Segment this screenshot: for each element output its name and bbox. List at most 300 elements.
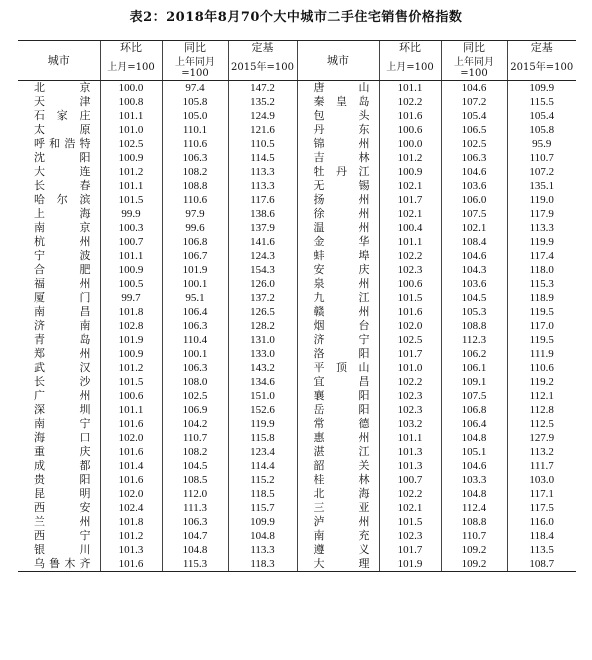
city-name-cell: 银 川 — [34, 543, 92, 556]
mom-header-right: 环比 — [379, 41, 441, 56]
city-header-right: 城市 — [297, 41, 379, 81]
mom-value-cell: 100.0 — [100, 81, 162, 96]
mom-value-cell: 101.1 — [379, 235, 441, 249]
yoy-value-cell: 109.2 — [441, 543, 507, 557]
table-row — [18, 95, 576, 109]
mom-value-cell: 101.0 — [100, 123, 162, 137]
city-name-cell: 兰 州 — [34, 515, 92, 528]
base-value-cell: 126.0 — [228, 277, 297, 291]
yoy-value-cell: 108.8 — [441, 515, 507, 529]
city-name-cell: 郑 州 — [34, 347, 92, 360]
base-value-cell: 117.0 — [507, 319, 576, 333]
yoy-value-cell: 99.6 — [162, 221, 228, 235]
base-value-cell: 127.9 — [507, 431, 576, 445]
mom-value-cell: 101.1 — [379, 431, 441, 445]
base-value-cell: 124.3 — [228, 249, 297, 263]
city-name-cell: 西 安 — [34, 501, 92, 514]
table-row — [18, 165, 576, 179]
base-value-cell: 115.5 — [507, 95, 576, 109]
mom-value-cell: 101.3 — [379, 459, 441, 473]
mom-value-cell: 102.8 — [100, 319, 162, 333]
table-row — [18, 515, 576, 529]
city-name-cell: 湛 江 — [297, 445, 379, 459]
city-name-cell: 南 宁 — [34, 417, 92, 430]
mom-value-cell: 102.5 — [379, 333, 441, 347]
yoy-value-cell: 104.8 — [162, 543, 228, 557]
base-value-cell: 95.9 — [507, 137, 576, 151]
city-name-cell: 韶 关 — [297, 459, 379, 473]
city-name-cell: 泸 州 — [297, 515, 379, 529]
city-name-cell: 沈 阳 — [34, 151, 92, 164]
yoy-value-cell: 103.6 — [441, 179, 507, 193]
city-name-cell: 金 华 — [297, 235, 379, 249]
city-name-cell: 上 海 — [34, 207, 92, 220]
city-name-cell: 宜 昌 — [297, 375, 379, 389]
base-value-cell: 113.3 — [228, 543, 297, 557]
base-value-cell: 151.0 — [228, 389, 297, 403]
yoy-value-cell: 106.4 — [441, 417, 507, 431]
yoy-value-cell: 110.7 — [162, 431, 228, 445]
yoy-value-cell: 108.2 — [162, 445, 228, 459]
city-name-cell: 济 宁 — [297, 333, 379, 347]
city-name-cell: 呼和浩特 — [34, 137, 92, 150]
yoy-value-cell: 106.8 — [162, 235, 228, 249]
base-value-cell: 113.3 — [228, 179, 297, 193]
yoy-value-cell: 97.9 — [162, 207, 228, 221]
mom-value-cell: 101.1 — [100, 109, 162, 123]
base-value-cell: 107.2 — [507, 165, 576, 179]
price-index-table — [18, 40, 576, 572]
table-row — [18, 501, 576, 515]
base-value-cell: 104.8 — [228, 529, 297, 543]
base-header-left: 定基 — [228, 41, 297, 56]
city-name-cell: 温 州 — [297, 221, 379, 235]
yoy-value-cell: 106.3 — [162, 151, 228, 165]
yoy-value-cell: 100.1 — [162, 347, 228, 361]
table-row — [18, 319, 576, 333]
base-value-cell: 121.6 — [228, 123, 297, 137]
mom-value-cell: 101.4 — [100, 459, 162, 473]
yoy-value-cell: 104.3 — [441, 263, 507, 277]
city-name-cell: 武 汉 — [34, 361, 92, 374]
base-value-cell: 113.3 — [507, 221, 576, 235]
city-name-cell: 丹 东 — [297, 123, 379, 137]
city-name-cell: 徐 州 — [297, 207, 379, 221]
mom-value-cell: 101.7 — [379, 543, 441, 557]
base-value-cell: 117.1 — [507, 487, 576, 501]
city-name-cell: 秦皇岛 — [297, 95, 379, 109]
yoy-subheader-right: 上年同月=100 — [441, 55, 507, 81]
mom-value-cell: 102.2 — [379, 487, 441, 501]
city-name-cell: 包 头 — [297, 109, 379, 123]
mom-header-left: 环比 — [100, 41, 162, 56]
base-value-cell: 112.5 — [507, 417, 576, 431]
base-value-cell: 114.4 — [228, 459, 297, 473]
city-name-cell: 平顶山 — [297, 361, 379, 375]
base-value-cell: 112.1 — [507, 389, 576, 403]
mom-value-cell: 101.8 — [100, 305, 162, 319]
yoy-value-cell: 102.1 — [441, 221, 507, 235]
base-value-cell: 111.9 — [507, 347, 576, 361]
base-value-cell: 113.3 — [228, 165, 297, 179]
table-row — [18, 445, 576, 459]
yoy-value-cell: 106.1 — [441, 361, 507, 375]
base-value-cell: 137.9 — [228, 221, 297, 235]
base-value-cell: 118.9 — [507, 291, 576, 305]
mom-value-cell: 102.3 — [379, 529, 441, 543]
mom-value-cell: 101.1 — [100, 179, 162, 193]
city-name-cell: 海 口 — [34, 431, 92, 444]
yoy-value-cell: 111.3 — [162, 501, 228, 515]
table-row — [18, 151, 576, 165]
base-value-cell: 116.0 — [507, 515, 576, 529]
mom-value-cell: 101.9 — [100, 333, 162, 347]
base-value-cell: 119.5 — [507, 305, 576, 319]
mom-value-cell: 102.4 — [100, 501, 162, 515]
mom-value-cell: 100.8 — [100, 95, 162, 109]
table-row — [18, 473, 576, 487]
yoy-value-cell: 106.3 — [162, 361, 228, 375]
yoy-value-cell: 106.8 — [441, 403, 507, 417]
city-name-cell: 厦 门 — [34, 291, 92, 304]
city-name-cell: 三 亚 — [297, 501, 379, 515]
yoy-value-cell: 104.6 — [441, 165, 507, 179]
city-name-cell: 遵 义 — [297, 543, 379, 557]
city-name-cell: 北 海 — [297, 487, 379, 501]
base-value-cell: 110.7 — [507, 151, 576, 165]
yoy-value-cell: 103.6 — [441, 277, 507, 291]
mom-value-cell: 101.6 — [379, 109, 441, 123]
table-row — [18, 431, 576, 445]
city-name-cell: 长 沙 — [34, 375, 92, 388]
table-row — [18, 403, 576, 417]
mom-value-cell: 101.6 — [100, 473, 162, 487]
city-name-cell: 吉 林 — [297, 151, 379, 165]
city-name-cell: 石家庄 — [34, 109, 92, 122]
table-header — [18, 41, 576, 81]
base-value-cell: 103.0 — [507, 473, 576, 487]
base-value-cell: 105.8 — [507, 123, 576, 137]
base-value-cell: 109.9 — [228, 515, 297, 529]
mom-value-cell: 101.7 — [379, 193, 441, 207]
yoy-value-cell: 97.4 — [162, 81, 228, 96]
mom-subheader-right: 上月=100 — [379, 55, 441, 81]
table-row — [18, 557, 576, 572]
mom-value-cell: 102.3 — [379, 403, 441, 417]
mom-value-cell: 102.1 — [379, 207, 441, 221]
base-value-cell: 141.6 — [228, 235, 297, 249]
city-name-cell: 贵 阳 — [34, 473, 92, 486]
city-name-cell: 九 江 — [297, 291, 379, 305]
base-value-cell: 115.3 — [507, 277, 576, 291]
base-value-cell: 147.2 — [228, 81, 297, 96]
yoy-value-cell: 109.1 — [441, 375, 507, 389]
table-row — [18, 529, 576, 543]
yoy-value-cell: 108.8 — [162, 179, 228, 193]
mom-value-cell: 100.9 — [379, 165, 441, 179]
city-name-cell: 北 京 — [34, 81, 92, 94]
mom-value-cell: 102.2 — [379, 95, 441, 109]
city-name-cell: 大 理 — [297, 557, 379, 572]
city-name-cell: 蚌 埠 — [297, 249, 379, 263]
base-value-cell: 124.9 — [228, 109, 297, 123]
yoy-header-right: 同比 — [441, 41, 507, 56]
yoy-value-cell: 107.5 — [441, 389, 507, 403]
base-value-cell: 133.0 — [228, 347, 297, 361]
yoy-value-cell: 105.8 — [162, 95, 228, 109]
mom-value-cell: 101.9 — [379, 557, 441, 572]
base-value-cell: 118.0 — [507, 263, 576, 277]
city-name-cell: 安 庆 — [297, 263, 379, 277]
city-name-cell: 重 庆 — [34, 445, 92, 458]
table-row — [18, 193, 576, 207]
mom-value-cell: 101.5 — [100, 193, 162, 207]
mom-value-cell: 100.6 — [100, 389, 162, 403]
base-value-cell: 108.7 — [507, 557, 576, 572]
city-name-cell: 乌鲁木齐 — [18, 557, 100, 572]
city-name-cell: 南 昌 — [34, 305, 92, 318]
mom-value-cell: 100.5 — [100, 277, 162, 291]
base-value-cell: 113.2 — [507, 445, 576, 459]
city-name-cell: 哈尔滨 — [34, 193, 92, 206]
table-row — [18, 81, 576, 96]
yoy-value-cell: 104.7 — [162, 529, 228, 543]
table-row — [18, 361, 576, 375]
yoy-value-cell: 105.4 — [441, 109, 507, 123]
mom-value-cell: 101.6 — [379, 305, 441, 319]
mom-value-cell: 101.6 — [100, 557, 162, 572]
yoy-value-cell: 106.7 — [162, 249, 228, 263]
city-name-cell: 扬 州 — [297, 193, 379, 207]
mom-value-cell: 101.1 — [100, 249, 162, 263]
table-title: 表2：2018年8月70个大中城市二手住宅销售价格指数 — [129, 10, 463, 25]
city-name-cell: 大 连 — [34, 165, 92, 178]
base-value-cell: 117.4 — [507, 249, 576, 263]
base-value-cell: 135.2 — [228, 95, 297, 109]
base-header-right: 定基 — [507, 41, 576, 56]
base-value-cell: 119.9 — [228, 417, 297, 431]
city-name-cell: 赣 州 — [297, 305, 379, 319]
base-value-cell: 115.2 — [228, 473, 297, 487]
yoy-value-cell: 108.5 — [162, 473, 228, 487]
yoy-value-cell: 104.2 — [162, 417, 228, 431]
yoy-value-cell: 107.5 — [441, 207, 507, 221]
table-row — [18, 375, 576, 389]
mom-value-cell: 100.9 — [100, 151, 162, 165]
base-value-cell: 123.4 — [228, 445, 297, 459]
base-value-cell: 117.9 — [507, 207, 576, 221]
mom-value-cell: 102.2 — [379, 249, 441, 263]
city-name-cell: 成 都 — [34, 459, 92, 472]
yoy-value-cell: 102.5 — [441, 137, 507, 151]
mom-value-cell: 101.5 — [379, 515, 441, 529]
table-row — [18, 459, 576, 473]
base-value-cell: 115.7 — [228, 501, 297, 515]
city-name-cell: 宁 波 — [34, 249, 92, 262]
mom-value-cell: 100.6 — [379, 123, 441, 137]
base-value-cell: 143.2 — [228, 361, 297, 375]
mom-value-cell: 101.2 — [100, 529, 162, 543]
yoy-value-cell: 108.0 — [162, 375, 228, 389]
mom-value-cell: 100.3 — [100, 221, 162, 235]
yoy-value-cell: 108.8 — [441, 319, 507, 333]
table-body — [18, 81, 576, 572]
city-name-cell: 襄 阳 — [297, 389, 379, 403]
base-value-cell: 117.5 — [507, 501, 576, 515]
yoy-value-cell: 104.6 — [441, 459, 507, 473]
table-row — [18, 109, 576, 123]
base-value-cell: 119.0 — [507, 193, 576, 207]
yoy-value-cell: 110.4 — [162, 333, 228, 347]
base-value-cell: 128.2 — [228, 319, 297, 333]
yoy-value-cell: 100.1 — [162, 277, 228, 291]
base-value-cell: 105.4 — [507, 109, 576, 123]
mom-value-cell: 99.7 — [100, 291, 162, 305]
mom-value-cell: 101.7 — [379, 347, 441, 361]
city-name-cell: 牡丹江 — [297, 165, 379, 179]
base-value-cell: 110.6 — [507, 361, 576, 375]
base-value-cell: 154.3 — [228, 263, 297, 277]
city-name-cell: 合 肥 — [34, 263, 92, 276]
city-name-cell: 昆 明 — [34, 487, 92, 500]
city-name-cell: 无 锡 — [297, 179, 379, 193]
table-row — [18, 277, 576, 291]
yoy-value-cell: 112.0 — [162, 487, 228, 501]
mom-value-cell: 101.5 — [379, 291, 441, 305]
city-name-cell: 锦 州 — [297, 137, 379, 151]
mom-value-cell: 103.2 — [379, 417, 441, 431]
city-name-cell: 杭 州 — [34, 235, 92, 248]
mom-value-cell: 102.5 — [100, 137, 162, 151]
city-name-cell: 天 津 — [34, 95, 92, 108]
mom-value-cell: 100.7 — [379, 473, 441, 487]
mom-value-cell: 101.2 — [100, 361, 162, 375]
yoy-header-left: 同比 — [162, 41, 228, 56]
mom-value-cell: 102.3 — [379, 263, 441, 277]
base-value-cell: 138.6 — [228, 207, 297, 221]
city-name-cell: 南 充 — [297, 529, 379, 543]
city-name-cell: 常 德 — [297, 417, 379, 431]
yoy-value-cell: 110.6 — [162, 193, 228, 207]
city-name-cell: 南 京 — [34, 221, 92, 234]
base-value-cell: 117.6 — [228, 193, 297, 207]
mom-value-cell: 102.0 — [100, 431, 162, 445]
base-value-cell: 112.8 — [507, 403, 576, 417]
yoy-value-cell: 106.9 — [162, 403, 228, 417]
base-value-cell: 110.5 — [228, 137, 297, 151]
mom-value-cell: 100.7 — [100, 235, 162, 249]
city-name-cell: 济 南 — [34, 319, 92, 332]
yoy-value-cell: 104.8 — [441, 487, 507, 501]
mom-value-cell: 100.9 — [100, 347, 162, 361]
yoy-value-cell: 112.4 — [441, 501, 507, 515]
mom-value-cell: 101.8 — [100, 515, 162, 529]
base-value-cell: 118.3 — [228, 557, 297, 572]
city-name-cell: 广 州 — [34, 389, 92, 402]
mom-value-cell: 102.0 — [100, 487, 162, 501]
yoy-value-cell: 106.3 — [162, 515, 228, 529]
yoy-value-cell: 106.3 — [162, 319, 228, 333]
mom-value-cell: 101.3 — [100, 543, 162, 557]
base-value-cell: 135.1 — [507, 179, 576, 193]
yoy-value-cell: 104.5 — [162, 459, 228, 473]
table-row — [18, 207, 576, 221]
table-row — [18, 235, 576, 249]
mom-value-cell: 101.2 — [100, 165, 162, 179]
table-row — [18, 137, 576, 151]
yoy-value-cell: 112.3 — [441, 333, 507, 347]
base-value-cell: 119.9 — [507, 235, 576, 249]
base-value-cell: 126.5 — [228, 305, 297, 319]
table-row — [18, 389, 576, 403]
mom-value-cell: 102.1 — [379, 501, 441, 515]
city-name-cell: 青 岛 — [34, 333, 92, 346]
yoy-value-cell: 105.3 — [441, 305, 507, 319]
city-name-cell: 烟 台 — [297, 319, 379, 333]
base-subheader-left: 2015年=100 — [228, 55, 297, 81]
mom-value-cell: 102.0 — [379, 319, 441, 333]
yoy-value-cell: 108.4 — [441, 235, 507, 249]
base-value-cell: 111.7 — [507, 459, 576, 473]
yoy-value-cell: 101.9 — [162, 263, 228, 277]
yoy-value-cell: 105.1 — [441, 445, 507, 459]
base-value-cell: 119.5 — [507, 333, 576, 347]
base-value-cell: 118.5 — [228, 487, 297, 501]
yoy-value-cell: 104.5 — [441, 291, 507, 305]
yoy-value-cell: 110.6 — [162, 137, 228, 151]
table-row — [18, 543, 576, 557]
yoy-value-cell: 107.2 — [441, 95, 507, 109]
mom-value-cell: 101.6 — [100, 445, 162, 459]
base-value-cell: 114.5 — [228, 151, 297, 165]
city-name-cell: 唐 山 — [297, 81, 379, 96]
city-name-cell: 长 春 — [34, 179, 92, 192]
city-header-left: 城市 — [18, 41, 100, 81]
base-subheader-right: 2015年=100 — [507, 55, 576, 81]
mom-value-cell: 99.9 — [100, 207, 162, 221]
mom-subheader-left: 上月=100 — [100, 55, 162, 81]
city-name-cell: 岳 阳 — [297, 403, 379, 417]
base-value-cell: 137.2 — [228, 291, 297, 305]
base-value-cell: 134.6 — [228, 375, 297, 389]
yoy-value-cell: 110.7 — [441, 529, 507, 543]
yoy-value-cell: 115.3 — [162, 557, 228, 572]
mom-value-cell: 100.0 — [379, 137, 441, 151]
yoy-value-cell: 104.6 — [441, 249, 507, 263]
yoy-value-cell: 106.2 — [441, 347, 507, 361]
city-name-cell: 西 宁 — [34, 529, 92, 542]
table-row — [18, 179, 576, 193]
base-value-cell: 119.2 — [507, 375, 576, 389]
base-value-cell: 115.8 — [228, 431, 297, 445]
mom-value-cell: 101.6 — [100, 417, 162, 431]
yoy-value-cell: 102.5 — [162, 389, 228, 403]
base-value-cell: 152.6 — [228, 403, 297, 417]
city-name-cell: 深 圳 — [34, 403, 92, 416]
table-row — [18, 291, 576, 305]
yoy-value-cell: 106.0 — [441, 193, 507, 207]
mom-value-cell: 102.1 — [379, 179, 441, 193]
table-row — [18, 487, 576, 501]
table-row — [18, 333, 576, 347]
mom-value-cell: 101.2 — [379, 151, 441, 165]
base-value-cell: 113.5 — [507, 543, 576, 557]
mom-value-cell: 102.2 — [379, 375, 441, 389]
mom-value-cell: 101.3 — [379, 445, 441, 459]
yoy-value-cell: 110.1 — [162, 123, 228, 137]
city-name-cell: 福 州 — [34, 277, 92, 290]
yoy-value-cell: 104.6 — [441, 81, 507, 96]
